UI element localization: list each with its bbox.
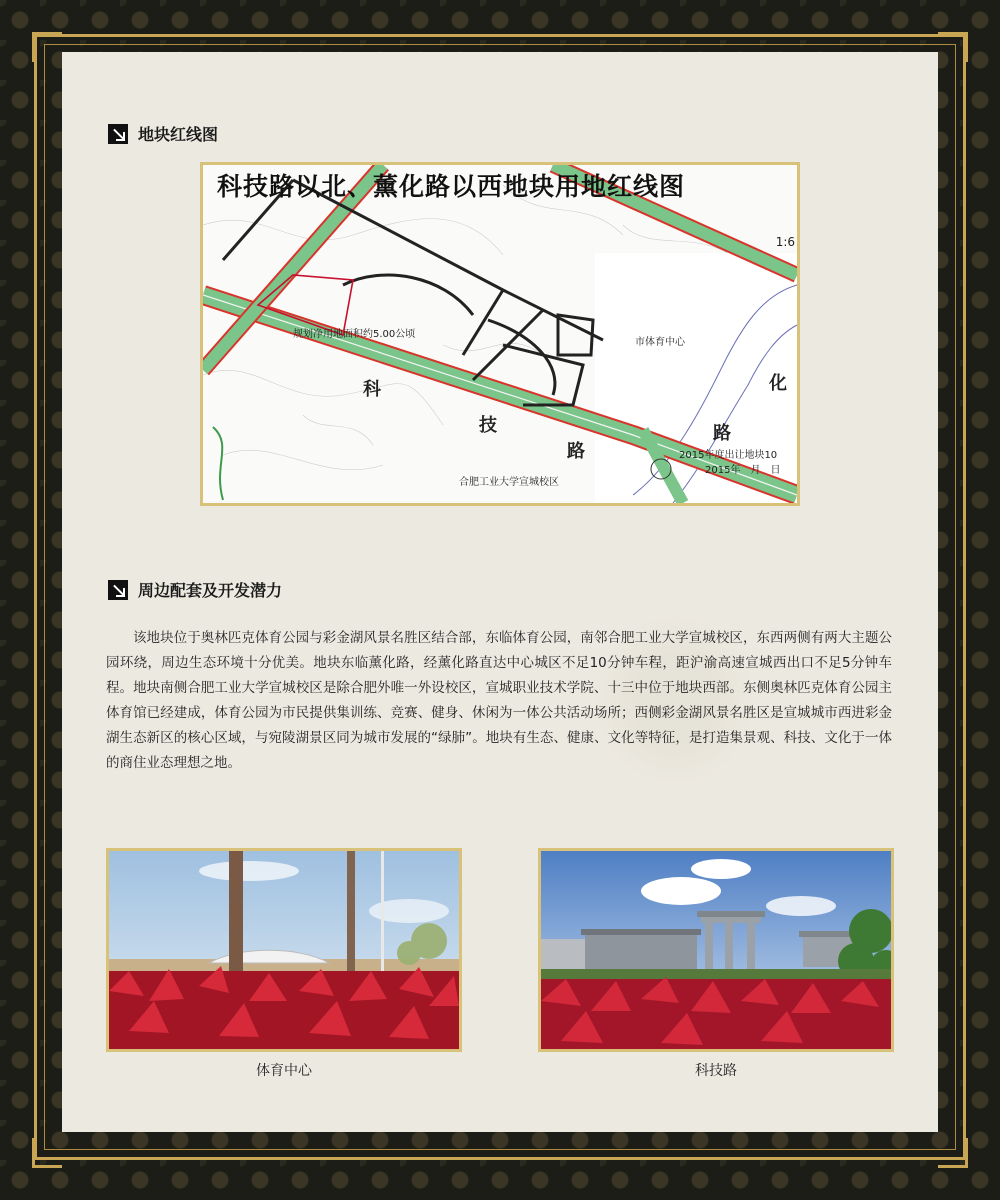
corner-ornament: [938, 32, 968, 62]
photo-keji-road: [538, 848, 894, 1052]
arrow-icon: [108, 124, 128, 144]
map-scale: 1:6: [775, 235, 795, 249]
map-label-year-note: 2015年度出让地块10: [679, 450, 778, 461]
arrow-icon: [108, 580, 128, 600]
corner-ornament: [938, 1138, 968, 1168]
map-road-label: 科: [363, 379, 381, 400]
corner-ornament: [32, 1138, 62, 1168]
photo-caption-keji-road: 科技路: [695, 1063, 737, 1079]
photo-stadium-image: [109, 851, 459, 1049]
photo-keji-road-image: [541, 851, 891, 1049]
red-line-map: [200, 162, 800, 506]
map-label-date-note: 2015年 月 日: [705, 465, 781, 476]
map-label-plot-area: 规划净用地面积约5.00公顷: [293, 329, 416, 340]
map-title: 科技路以北、薰化路以西地块用地红线图: [217, 172, 686, 201]
map-road-label: 路: [567, 441, 585, 462]
map-label-stadium: 市体育中心: [635, 337, 685, 348]
map-road-label: 路: [713, 423, 731, 444]
section-title-map-text: 地块红线图: [138, 125, 219, 144]
photo-caption-stadium: 体育中心: [256, 1063, 312, 1079]
section-title-surroundings-text: 周边配套及开发潜力: [138, 581, 283, 600]
photo-stadium: [106, 848, 462, 1052]
map-road-label: 技: [479, 415, 497, 436]
map-road-label: 化: [769, 373, 787, 394]
corner-ornament: [32, 32, 62, 62]
map-label-university: 合肥工业大学宣城校区: [459, 477, 559, 488]
section-title-surroundings: [108, 578, 282, 601]
section-title-map: [108, 122, 218, 145]
description-paragraph: 该地块位于奥林匹克体育公园与彩金湖风景名胜区结合部，东临体育公园，南邻合肥工业大学宣城校区，东西两侧有两大主题公园环绕，周边生态环境十分优美。地块东临薰化路，经薰化路直达中心城区不足10分钟车程，距沪渝高速宣城西出口不足5分钟车程。地块南侧合肥工业大学宣城校区是除合肥外唯一外设校区，宣城职业技术学院、十三中位于地块西部。东侧奥林匹克体育公园主体育馆已经建成，体育公园为市民提供集训练、竞赛、健身、休闲为一体公共活动场所；西侧彩金湖风景名胜区是宣城城市西进彩金湖生态新区的核心区域，与宛陵湖景区同为城市发展的“绿肺”。地块有生态、健康、文化等特征，是打造集景观、科技、文化于一体的商住业态理想之地。: [106, 630, 892, 771]
